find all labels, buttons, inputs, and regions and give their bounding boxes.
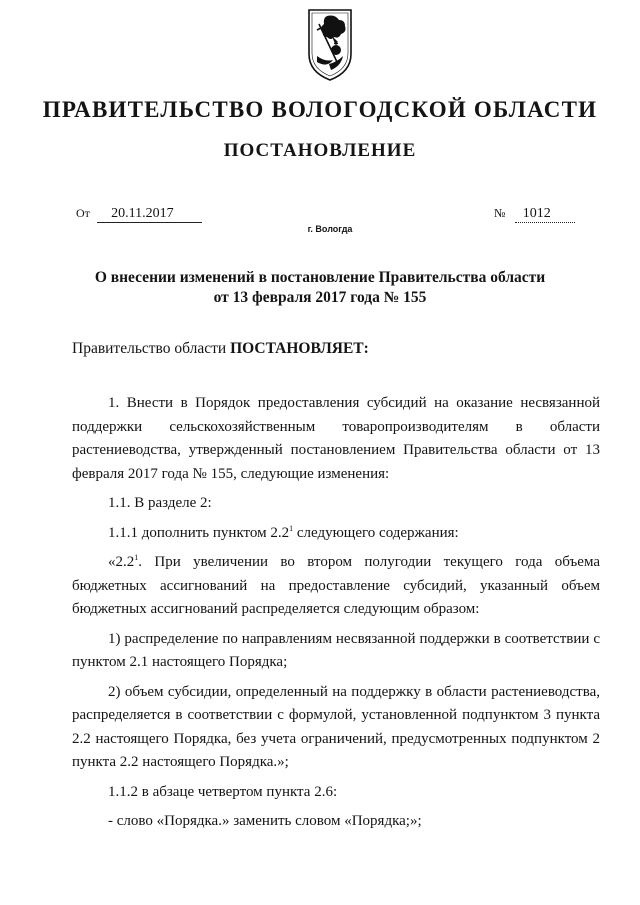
p4-superscript: 1: [134, 553, 139, 562]
city-label: г. Вологда: [307, 224, 353, 234]
document-body: [72, 392, 600, 834]
paragraph-1-1-2: 1.1.2 в абзаце четвертом пункта 2.6:: [108, 783, 338, 800]
p3-superscript: 1: [289, 523, 294, 533]
p3-text-b: следующего содержания:: [293, 524, 459, 541]
date-field: [76, 205, 202, 223]
paragraph-replace: - слово «Порядка.» заменить словом «Порядка;»;: [108, 813, 422, 829]
coat-of-arms-icon: [305, 6, 355, 82]
p3-text-a: 1.1.1 дополнить пунктом 2.2: [108, 524, 290, 541]
paragraph-1-1: 1.1. В разделе 2:: [108, 495, 212, 511]
paragraph-1: 1. Внести в Порядок предоставления субсидий на оказание несвязанной поддержки сельскохозяйственным товаропроизводителям в области растениеводства, утвержденный постановлением Правительства области от 13 февраля 2017 года № 155, следующие изменения:: [72, 395, 600, 482]
title-line-1: О внесении изменений в постановление Правительства области: [94, 269, 546, 286]
number-field: [494, 205, 575, 223]
preamble-text: Правительство области: [72, 340, 231, 357]
number-value: 1012: [515, 206, 575, 223]
title-line-2: от 13 февраля 2017 года № 155: [213, 289, 427, 306]
p4-text-b: . При увеличении во втором полугодии текущего года объема бюджетных ассигнований на предоставление субсидий, указанный объем бюджетных ассигнований распределяется следующим образом:: [72, 554, 600, 617]
document-type: ПОСТАНОВЛЕНИЕ: [223, 140, 417, 161]
date-value: 20.11.2017: [97, 206, 201, 223]
number-prefix: №: [494, 206, 506, 220]
date-prefix: От: [76, 206, 90, 220]
document-title: [0, 268, 640, 308]
paragraph-1-1-1: [72, 522, 600, 546]
paragraph-item-2: 2) объем субсидии, определенный на поддержку в области растениеводства, распределяется в соответствии с формулой, установленной подпунктом 3 пункта 2.2 настоящего Порядка, без учета ограничений, предусмотренных подпунктом 2 пункта 2.2 настоящего Порядка.»;: [72, 683, 600, 770]
preamble: [72, 340, 369, 358]
p4-text-a: «2.2: [108, 554, 135, 570]
preamble-keyword: ПОСТАНОВЛЯЕТ:: [230, 340, 369, 357]
paragraph-item-1: 1) распределение по направлениям несвязанной поддержки в соответствии с пунктом 2.1 настоящего Порядка;: [72, 630, 600, 670]
paragraph-2-2-1: [72, 551, 600, 622]
organization-name: ПРАВИТЕЛЬСТВО ВОЛОГОДСКОЙ ОБЛАСТИ: [42, 97, 598, 122]
